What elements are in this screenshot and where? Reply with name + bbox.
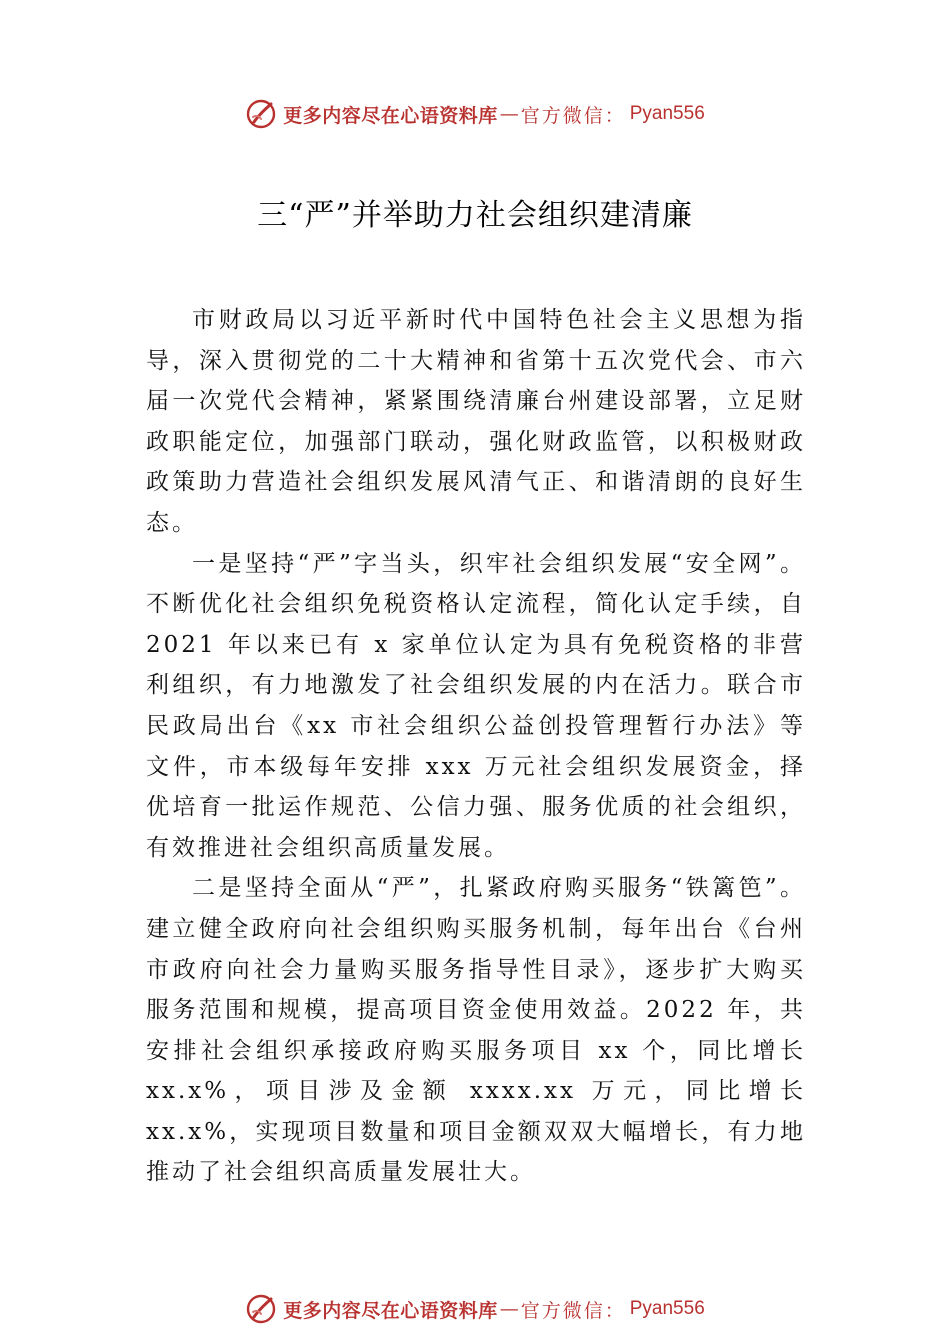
document-title: 三“严”并举助力社会组织建清廉 <box>257 198 693 233</box>
paragraph-intro: 市财政局以习近平新时代中国特色社会主义思想为指导，深入贯彻党的二十大精神和省第十五次党代会、市六届一次党代会精神，紧紧围绕清廉台州建设部署，立足财政职能定位，加强部门联动，强化财政监管，以积极财政政策助力营造社会组织发展风清气正、和谐清朗的良好生态。 <box>146 307 806 536</box>
banner-library-text: 更多内容尽在心语资料库 <box>283 104 498 127</box>
banner-wechat-handle: Pyan556 <box>629 1298 705 1319</box>
paragraph-second-point: 二是坚持全面从“严”，扎紧政府购买服务“铁篱笆”。建立健全政府向社会组织购买服务机制，每年出台《台州市政府向社会力量购买服务指导性目录》，逐步扩大购买服务范围和规模，提高项目资金使用效益。2022 年，共安排社会组织承接政府购买服务项目 xx 个，同比增长 xx.x%，项目涉及金额 xxxx.xx 万元，同比增长 xx.x%，实现项目数量和项目金额双双大幅增长，有力地推动了社会组织高质量发展壮大。 <box>146 875 806 1186</box>
banner-separator: — <box>499 103 519 125</box>
brush-logo-icon <box>245 1293 277 1325</box>
banner-library-text: 更多内容尽在心语资料库 <box>283 1299 498 1322</box>
footer-banner <box>0 1289 950 1329</box>
banner-separator: — <box>499 1298 519 1320</box>
brush-logo-icon <box>245 98 277 130</box>
paragraph-first-point: 一是坚持“严”字当头，织牢社会组织发展“安全网”。不断优化社会组织免税资格认定流程，简化认定手续，自 2021 年以来已有 x 家单位认定为具有免税资格的非营利组织，有力地激发了社会组织发展的内在活力。联合市民政局出台《xx 市社会组织公益创投管理暂行办法》等文件，市本级每年安排 xxx 万元社会组织发展资金，择优培育一批运作规范、公信力强、服务优质的社会组织，有效推进社会组织高质量发展。 <box>146 550 806 861</box>
banner-wechat-label: 官方微信： <box>520 1299 626 1322</box>
header-banner <box>0 94 950 134</box>
banner-wechat-label: 官方微信： <box>520 104 626 127</box>
document-body <box>146 300 806 1193</box>
banner-wechat-handle: Pyan556 <box>629 103 705 124</box>
